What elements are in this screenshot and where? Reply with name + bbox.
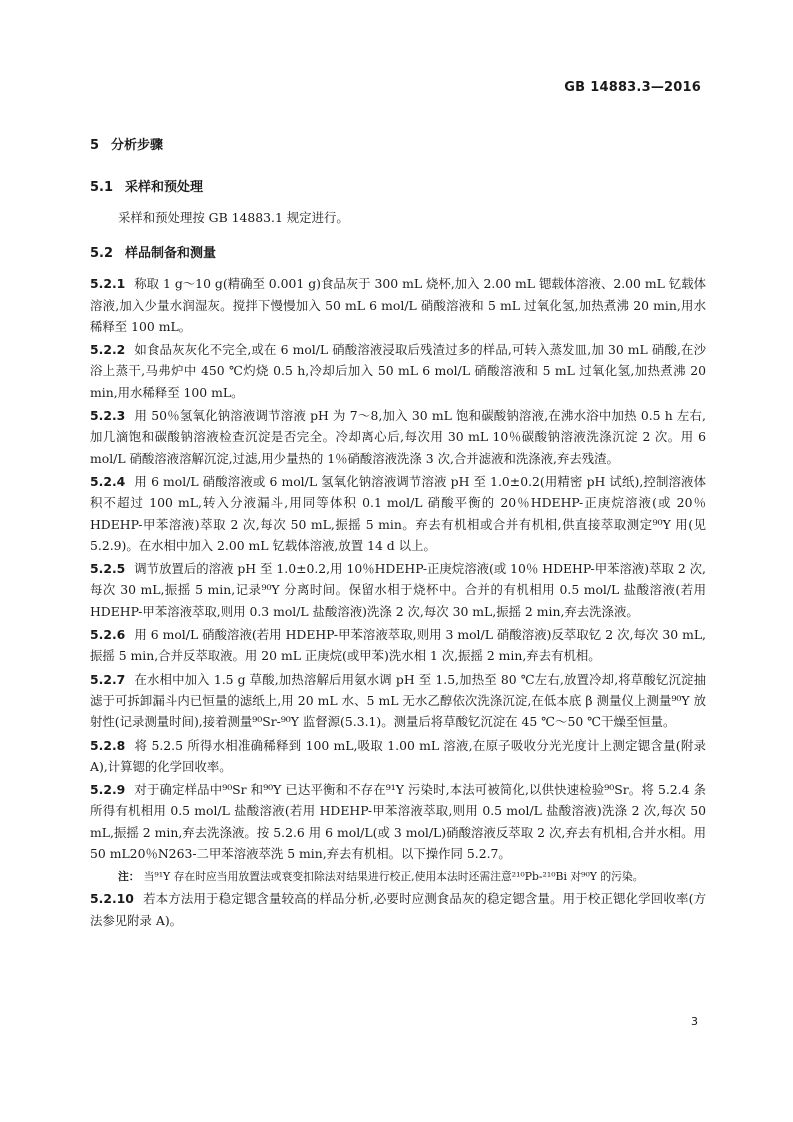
clause-number: 5.2.8 <box>90 737 126 753</box>
subsection-title: 采样和预处理 <box>125 180 204 195</box>
clause <box>90 558 706 622</box>
clause-number: 5.2.9 <box>90 782 126 798</box>
clause-text: 如食品灰灰化不完全,或在 6 mol/L 硝酸溶液浸取后残渣过多的样品,可转入蒸发皿,加 30 mL 硝酸,在沙浴上蒸干,马弗炉中 450 ℃灼烧 0.5 h,冷却后加入 50 mL 6 mol/L 硝酸溶液和 5 mL 过氧化氢,加热煮沸 20 min,用水稀释至 100 mL。 <box>90 342 706 400</box>
clause-text: 对于确定样品中⁹⁰Sr 和⁹⁰Y 已达平衡和不存在⁹¹Y 污染时,本法可被简化,以供快速检验⁹⁰Sr。将 5.2.4 条所得有机相用 0.5 mol/L 盐酸溶液(若用 HDEHP-甲苯溶液萃取,则用 0.5 mol/L 盐酸溶液)洗涤 2 次,每次 50 mL,振摇 2 min,弃去洗涤液。按 5.2.6 用 6 mol/L(或 3 mol/L)硝酸溶液反萃取 2 次,弃去有机相,合并水相。用 50 mL20％N263-二甲苯溶液萃洗 5 min,弃去有机相。以下操作同 5.2.7。 <box>90 782 706 862</box>
standard-code: GB <box>564 80 586 95</box>
clause <box>90 624 706 667</box>
subsection-heading <box>90 176 706 195</box>
clause-text: 将 5.2.5 所得水相准确稀释到 100 mL,吸取 1.00 mL 溶液,在原子吸收分光光度计上测定锶含量(附录 A),计算锶的化学回收率。 <box>90 737 706 774</box>
clause-number: 5.2.10 <box>90 891 134 907</box>
clause-number: 5.2.2 <box>90 342 126 358</box>
clause-text: 调节放置后的溶液 pH 至 1.0±0.2,用 10％HDEHP-正庚烷溶液(或 10％ HDEHP-甲苯溶液)萃取 2 次,每次 30 mL,振摇 5 min,记录⁹⁰Y 分离时间。保留水相于烧杯中。合并的有机相用 0.5 mol/L 盐酸溶液(若用 HDEHP-甲苯溶液萃取,则用 0.3 mol/L 盐酸溶液)洗涤 2 次,每次 30 mL,振摇 2 min,弃去洗涤液。 <box>90 561 706 619</box>
subsection-number: 5.2 <box>90 246 114 262</box>
subsection-heading <box>90 242 706 261</box>
clause-text: 称取 1 g～10 g(精确至 0.001 g)食品灰于 300 mL 烧杯,加入 2.00 mL 锶载体溶液、2.00 mL 钇载体溶液,加入少量水润湿灰。搅拌下慢慢加入 50 mL 6 mol/L 硝酸溶液和 5 mL 过氧化氢,加热煮沸 20 min,用水稀释至 100 mL。 <box>90 276 706 334</box>
section-title: 分析步骤 <box>111 138 164 153</box>
clause <box>90 339 706 403</box>
section-number: 5 <box>90 138 100 153</box>
clause <box>90 779 706 864</box>
clause-number: 5.2.5 <box>90 561 126 577</box>
clause-text: 若本方法用于稳定锶含量较高的样品分析,必要时应测食品灰的稳定锶含量。用于校正锶化学回收率(方法参见附录 A)。 <box>90 891 706 928</box>
clause <box>90 471 706 556</box>
note-label: 注： <box>118 870 140 884</box>
clause <box>90 669 706 733</box>
clause-text: 用 6 mol/L 硝酸溶液或 6 mol/L 氢氧化钠溶液调节溶液 pH 至 1.0±0.2(用精密 pH 试纸),控制溶液体积不超过 100 mL,转入分液漏斗,用同等体积 0.1 mol/L 硝酸平衡的 20％HDEHP-正庚烷溶液(或 20％ HDEHP-甲苯溶液)萃取 2 次,每次 50 mL,振摇 5 min。弃去有机相或合并有机相,供直接萃取测定⁹⁰Y 用(见 5.2.9)。在水相中加入 2.00 mL 钇载体溶液,放置 14 d 以上。 <box>90 473 706 553</box>
clause <box>90 888 706 931</box>
clause-number: 5.2.1 <box>90 276 126 292</box>
clause <box>90 273 706 337</box>
clause-number: 5.2.3 <box>90 408 126 424</box>
standard-header <box>564 80 701 95</box>
clause <box>90 405 706 469</box>
subsection-title: 样品制备和测量 <box>125 246 217 262</box>
clause-number: 5.2.7 <box>90 671 126 687</box>
paragraph: 采样和预处理按 GB 14883.1 规定进行。 <box>118 210 349 225</box>
note <box>118 868 706 886</box>
clause-text: 用 50％氢氧化钠溶液调节溶液 pH 为 7～8,加入 30 mL 饱和碳酸钠溶液,在沸水浴中加热 0.5 h 左右,加几滴饱和碳酸钠溶液检查沉淀是否完全。冷却离心后,每次用 30 mL 10％碳酸钠溶液洗涤沉淀 2 次。用 6 mol/L 硝酸溶液溶解沉淀,过滤,用少量热的 1％硝酸溶液洗涤 3 次,合并滤液和洗涤液,弃去残渣。 <box>90 408 706 466</box>
standard-number: 14883.3—2016 <box>590 80 701 95</box>
clause-text: 用 6 mol/L 硝酸溶液(若用 HDEHP-甲苯溶液萃取,则用 3 mol/L 硝酸溶液)反萃取钇 2 次,每次 30 mL,振摇 5 min,合并反萃取液。用 20 mL 正庚烷(或甲苯)洗水相 1 次,振摇 2 min,弃去有机相。 <box>90 627 706 664</box>
document-body <box>90 134 706 931</box>
clause <box>90 735 706 778</box>
clause-number: 5.2.4 <box>90 473 126 489</box>
clause-text: 在水相中加入 1.5 g 草酸,加热溶解后用氨水调 pH 至 1.5,加热至 80 ℃左右,放置冷却,将草酸钇沉淀抽滤于可拆卸漏斗内已恒量的滤纸上,用 20 mL 水、5 mL 无水乙醇依次洗涤沉淀,在低本底 β 测量仪上测量⁹⁰Y 放射性(记录测量时间),接着测量⁹⁰Sr-⁹⁰Y 监督源(5.3.1)。测量后将草酸钇沉淀在 45 ℃～50 ℃干燥至恒量。 <box>90 671 706 730</box>
page-number: 3 <box>691 1015 698 1028</box>
subsection-number: 5.1 <box>90 180 114 195</box>
section-heading <box>90 134 706 153</box>
note-text: 当⁹¹Y 存在时应当用放置法或衰变扣除法对结果进行校正,使用本法时还需注意²¹⁰Pb-²¹⁰Bi 对⁹⁰Y 的污染。 <box>143 870 644 884</box>
clause-number: 5.2.6 <box>90 627 126 643</box>
